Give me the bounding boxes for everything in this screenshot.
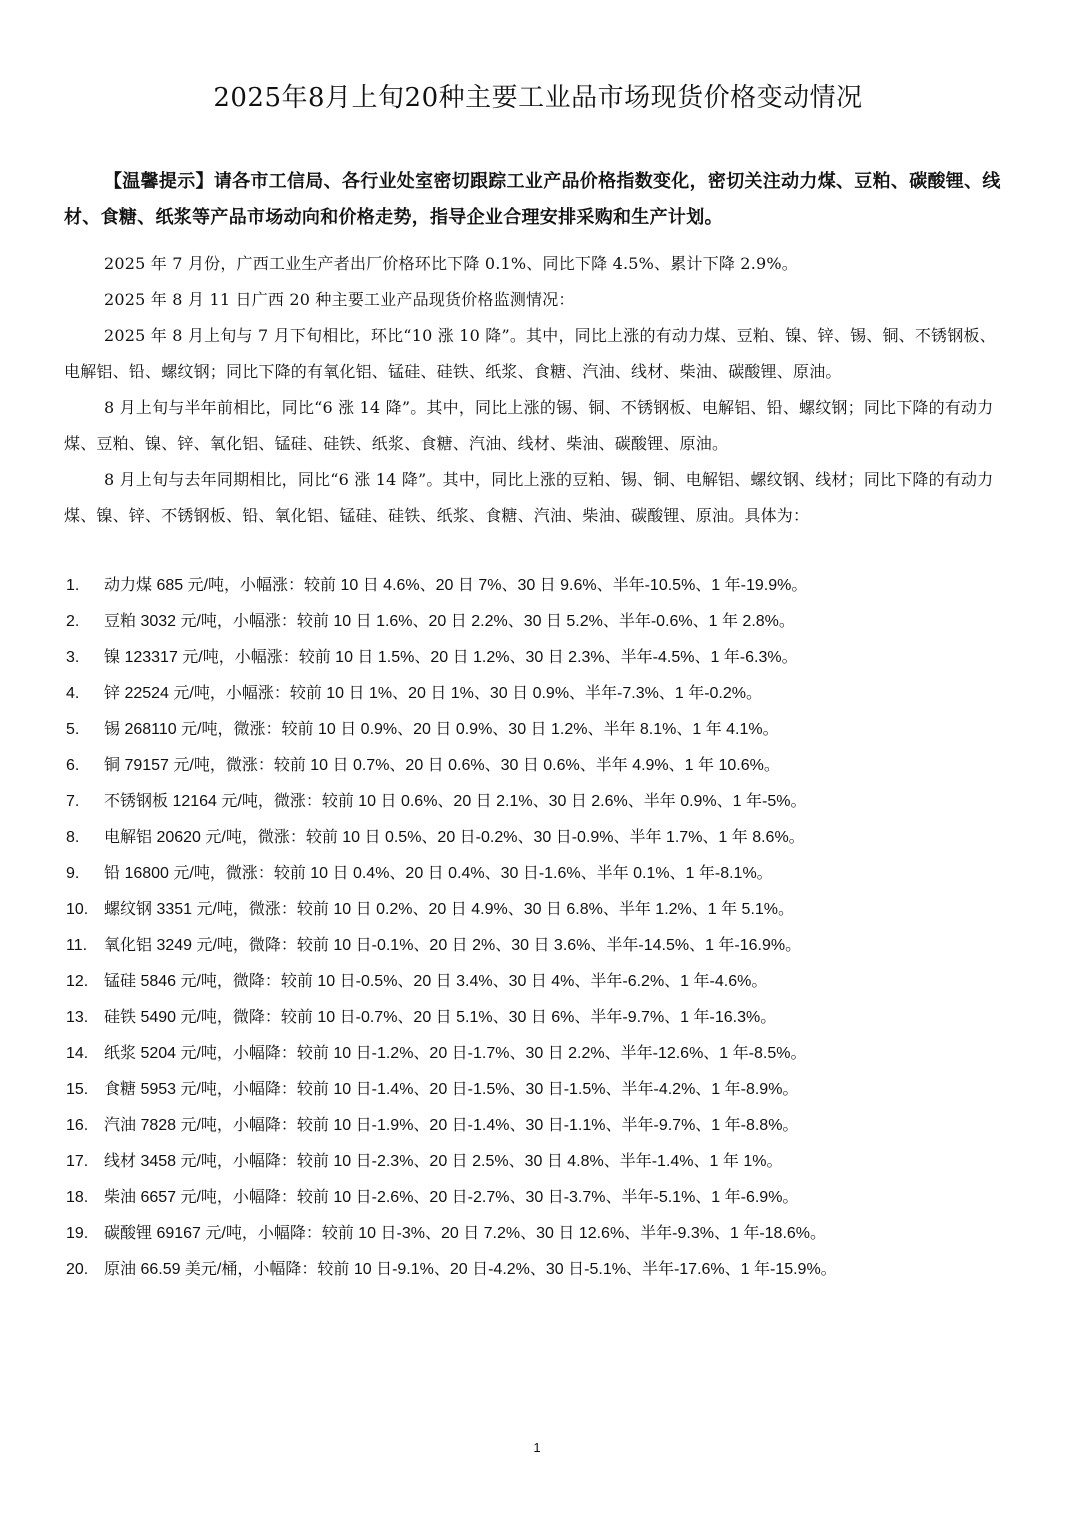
list-item-text: 豆粕 3032 元/吨，小幅涨：较前 10 日 1.6%、20 日 2.2%、30 日 5.2%、半年-0.6%、1 年 2.8%。	[104, 613, 795, 630]
list-item	[64, 1252, 1012, 1288]
list-item	[64, 820, 1012, 856]
list-item-text: 锌 22524 元/吨，小幅涨：较前 10 日 1%、20 日 1%、30 日 0.9%、半年-7.3%、1 年-0.2%。	[104, 685, 762, 702]
list-item-text: 食糖 5953 元/吨，小幅降：较前 10 日-1.4%、20 日-1.5%、30 日-1.5%、半年-4.2%、1 年-8.9%。	[104, 1081, 799, 1098]
list-item-number: 7.	[66, 793, 80, 810]
list-item	[64, 748, 1012, 784]
paragraph-yoy: 8 月上旬与去年同期相比，同比“6 涨 14 降”。其中，同比上涨的豆粕、锡、铜、电解铝、螺纹钢、线材；同比下降的有动力煤、镍、锌、不锈钢板、铅、氧化铝、锰硅、硅铁、纸浆、食糖、汽油、柴油、碳酸锂、原油。具体为：	[64, 470, 994, 525]
warm-tip-text: 请各市工信局、各行业处室密切跟踪工业产品价格指数变化，密切关注动力煤、豆粕、碳酸锂、线材、食糖、纸浆等产品市场动向和价格走势，指导企业合理安排采购和生产计划。	[64, 171, 1001, 228]
list-item-number: 2.	[66, 613, 80, 630]
list-item-number: 12.	[66, 973, 89, 990]
list-item-text: 铅 16800 元/吨，微涨：较前 10 日 0.4%、20 日 0.4%、30 日-1.6%、半年 0.1%、1 年-8.1%。	[104, 865, 773, 882]
list-item-number: 10.	[66, 901, 89, 918]
list-item-text: 硅铁 5490 元/吨，微降：较前 10 日-0.7%、20 日 5.1%、30 日 6%、半年-9.7%、1 年-16.3%。	[104, 1009, 777, 1026]
list-item-text: 镍 123317 元/吨，小幅涨：较前 10 日 1.5%、20 日 1.2%、30 日 2.3%、半年-4.5%、1 年-6.3%。	[104, 649, 798, 666]
list-item	[64, 604, 1012, 640]
list-item-text: 螺纹钢 3351 元/吨，微涨：较前 10 日 0.2%、20 日 4.9%、30 日 6.8%、半年 1.2%、1 年 5.1%。	[104, 901, 795, 918]
list-item-text: 锡 268110 元/吨，微涨：较前 10 日 0.9%、20 日 0.9%、30 日 1.2%、半年 8.1%、1 年 4.1%。	[104, 721, 779, 738]
list-item-text: 汽油 7828 元/吨，小幅降：较前 10 日-1.9%、20 日-1.4%、30 日-1.1%、半年-9.7%、1 年-8.8%。	[104, 1117, 799, 1134]
list-item-number: 6.	[66, 757, 80, 774]
list-item	[64, 1180, 1012, 1216]
list-item-text: 铜 79157 元/吨，微涨：较前 10 日 0.7%、20 日 0.6%、30 日 0.6%、半年 4.9%、1 年 10.6%。	[104, 757, 780, 774]
list-item	[64, 1036, 1012, 1072]
paragraph-monitoring: 2025 年 8 月 11 日广西 20 种主要工业产品现货价格监测情况：	[104, 290, 575, 309]
list-item	[64, 856, 1012, 892]
list-item	[64, 1144, 1012, 1180]
list-item	[64, 1216, 1012, 1252]
list-item	[64, 1000, 1012, 1036]
list-item-number: 11.	[66, 937, 88, 954]
list-item-text: 碳酸锂 69167 元/吨，小幅降：较前 10 日-3%、20 日 7.2%、30 日 12.6%、半年-9.3%、1 年-18.6%。	[104, 1225, 827, 1242]
list-item	[64, 1072, 1012, 1108]
list-item-number: 9.	[66, 865, 80, 882]
list-item-number: 3.	[66, 649, 80, 666]
list-item-text: 不锈钢板 12164 元/吨，微涨：较前 10 日 0.6%、20 日 2.1%、30 日 2.6%、半年 0.9%、1 年-5%。	[104, 793, 807, 810]
list-item	[64, 892, 1012, 928]
list-item-number: 14.	[66, 1045, 89, 1062]
list-item-number: 13.	[66, 1009, 89, 1026]
list-item	[64, 928, 1012, 964]
list-item-text: 锰硅 5846 元/吨，微降：较前 10 日-0.5%、20 日 3.4%、30 日 4%、半年-6.2%、1 年-4.6%。	[104, 973, 768, 990]
list-item	[64, 640, 1012, 676]
list-item-text: 原油 66.59 美元/桶，小幅降：较前 10 日-9.1%、20 日-4.2%、30 日-5.1%、半年-17.6%、1 年-15.9%。	[104, 1261, 837, 1278]
list-item-number: 4.	[66, 685, 80, 702]
list-item	[64, 676, 1012, 712]
list-item-number: 15.	[66, 1081, 89, 1098]
warm-tip-label: 【温馨提示】	[104, 171, 214, 192]
paragraph-mom: 2025 年 8 月上旬与 7 月下旬相比，环比“10 涨 10 降”。其中，同比上涨的有动力煤、豆粕、镍、锌、锡、铜、不锈钢板、电解铝、铅、螺纹钢；同比下降的有氧化铝、锰硅、硅铁、纸浆、食糖、汽油、线材、柴油、碳酸锂、原油。	[64, 326, 996, 381]
list-item-text: 氧化铝 3249 元/吨，微降：较前 10 日-0.1%、20 日 2%、30 日 3.6%、半年-14.5%、1 年-16.9%。	[104, 937, 802, 954]
list-item-number: 5.	[66, 721, 80, 738]
list-item-number: 20.	[66, 1261, 89, 1278]
warm-tip	[64, 164, 1012, 236]
list-item	[64, 568, 1012, 604]
price-list	[64, 568, 1012, 1288]
list-item-text: 电解铝 20620 元/吨，微涨：较前 10 日 0.5%、20 日-0.2%、30 日-0.9%、半年 1.7%、1 年 8.6%。	[104, 829, 805, 846]
list-item-number: 19.	[66, 1225, 89, 1242]
list-item-number: 18.	[66, 1189, 89, 1206]
list-item-text: 线材 3458 元/吨，小幅降：较前 10 日-2.3%、20 日 2.5%、30 日 4.8%、半年-1.4%、1 年 1%。	[104, 1153, 783, 1170]
list-item-number: 16.	[66, 1117, 89, 1134]
list-item-text: 柴油 6657 元/吨，小幅降：较前 10 日-2.6%、20 日-2.7%、30 日-3.7%、半年-5.1%、1 年-6.9%。	[104, 1189, 799, 1206]
paragraph-ppi: 2025 年 7 月份，广西工业生产者出厂价格环比下降 0.1%、同比下降 4.5%、累计下降 2.9%。	[104, 254, 798, 273]
list-item-number: 8.	[66, 829, 80, 846]
list-item	[64, 964, 1012, 1000]
list-item-text: 动力煤 685 元/吨，小幅涨：较前 10 日 4.6%、20 日 7%、30 日 9.6%、半年-10.5%、1 年-19.9%。	[104, 577, 808, 594]
page-title: 2025年8月上旬20种主要工业品市场现货价格变动情况	[213, 83, 863, 113]
list-item	[64, 1108, 1012, 1144]
list-item-number: 1.	[66, 577, 80, 594]
list-item	[64, 784, 1012, 820]
list-item-number: 17.	[66, 1153, 89, 1170]
list-item-text: 纸浆 5204 元/吨，小幅降：较前 10 日-1.2%、20 日-1.7%、30 日 2.2%、半年-12.6%、1 年-8.5%。	[104, 1045, 807, 1062]
page-number: 1	[533, 1440, 541, 1455]
list-item	[64, 712, 1012, 748]
paragraph-half-year: 8 月上旬与半年前相比，同比“6 涨 14 降”。其中，同比上涨的锡、铜、不锈钢板、电解铝、铅、螺纹钢；同比下降的有动力煤、豆粕、镍、锌、氧化铝、锰硅、硅铁、纸浆、食糖、汽油、线材、柴油、碳酸锂、原油。	[64, 398, 994, 453]
